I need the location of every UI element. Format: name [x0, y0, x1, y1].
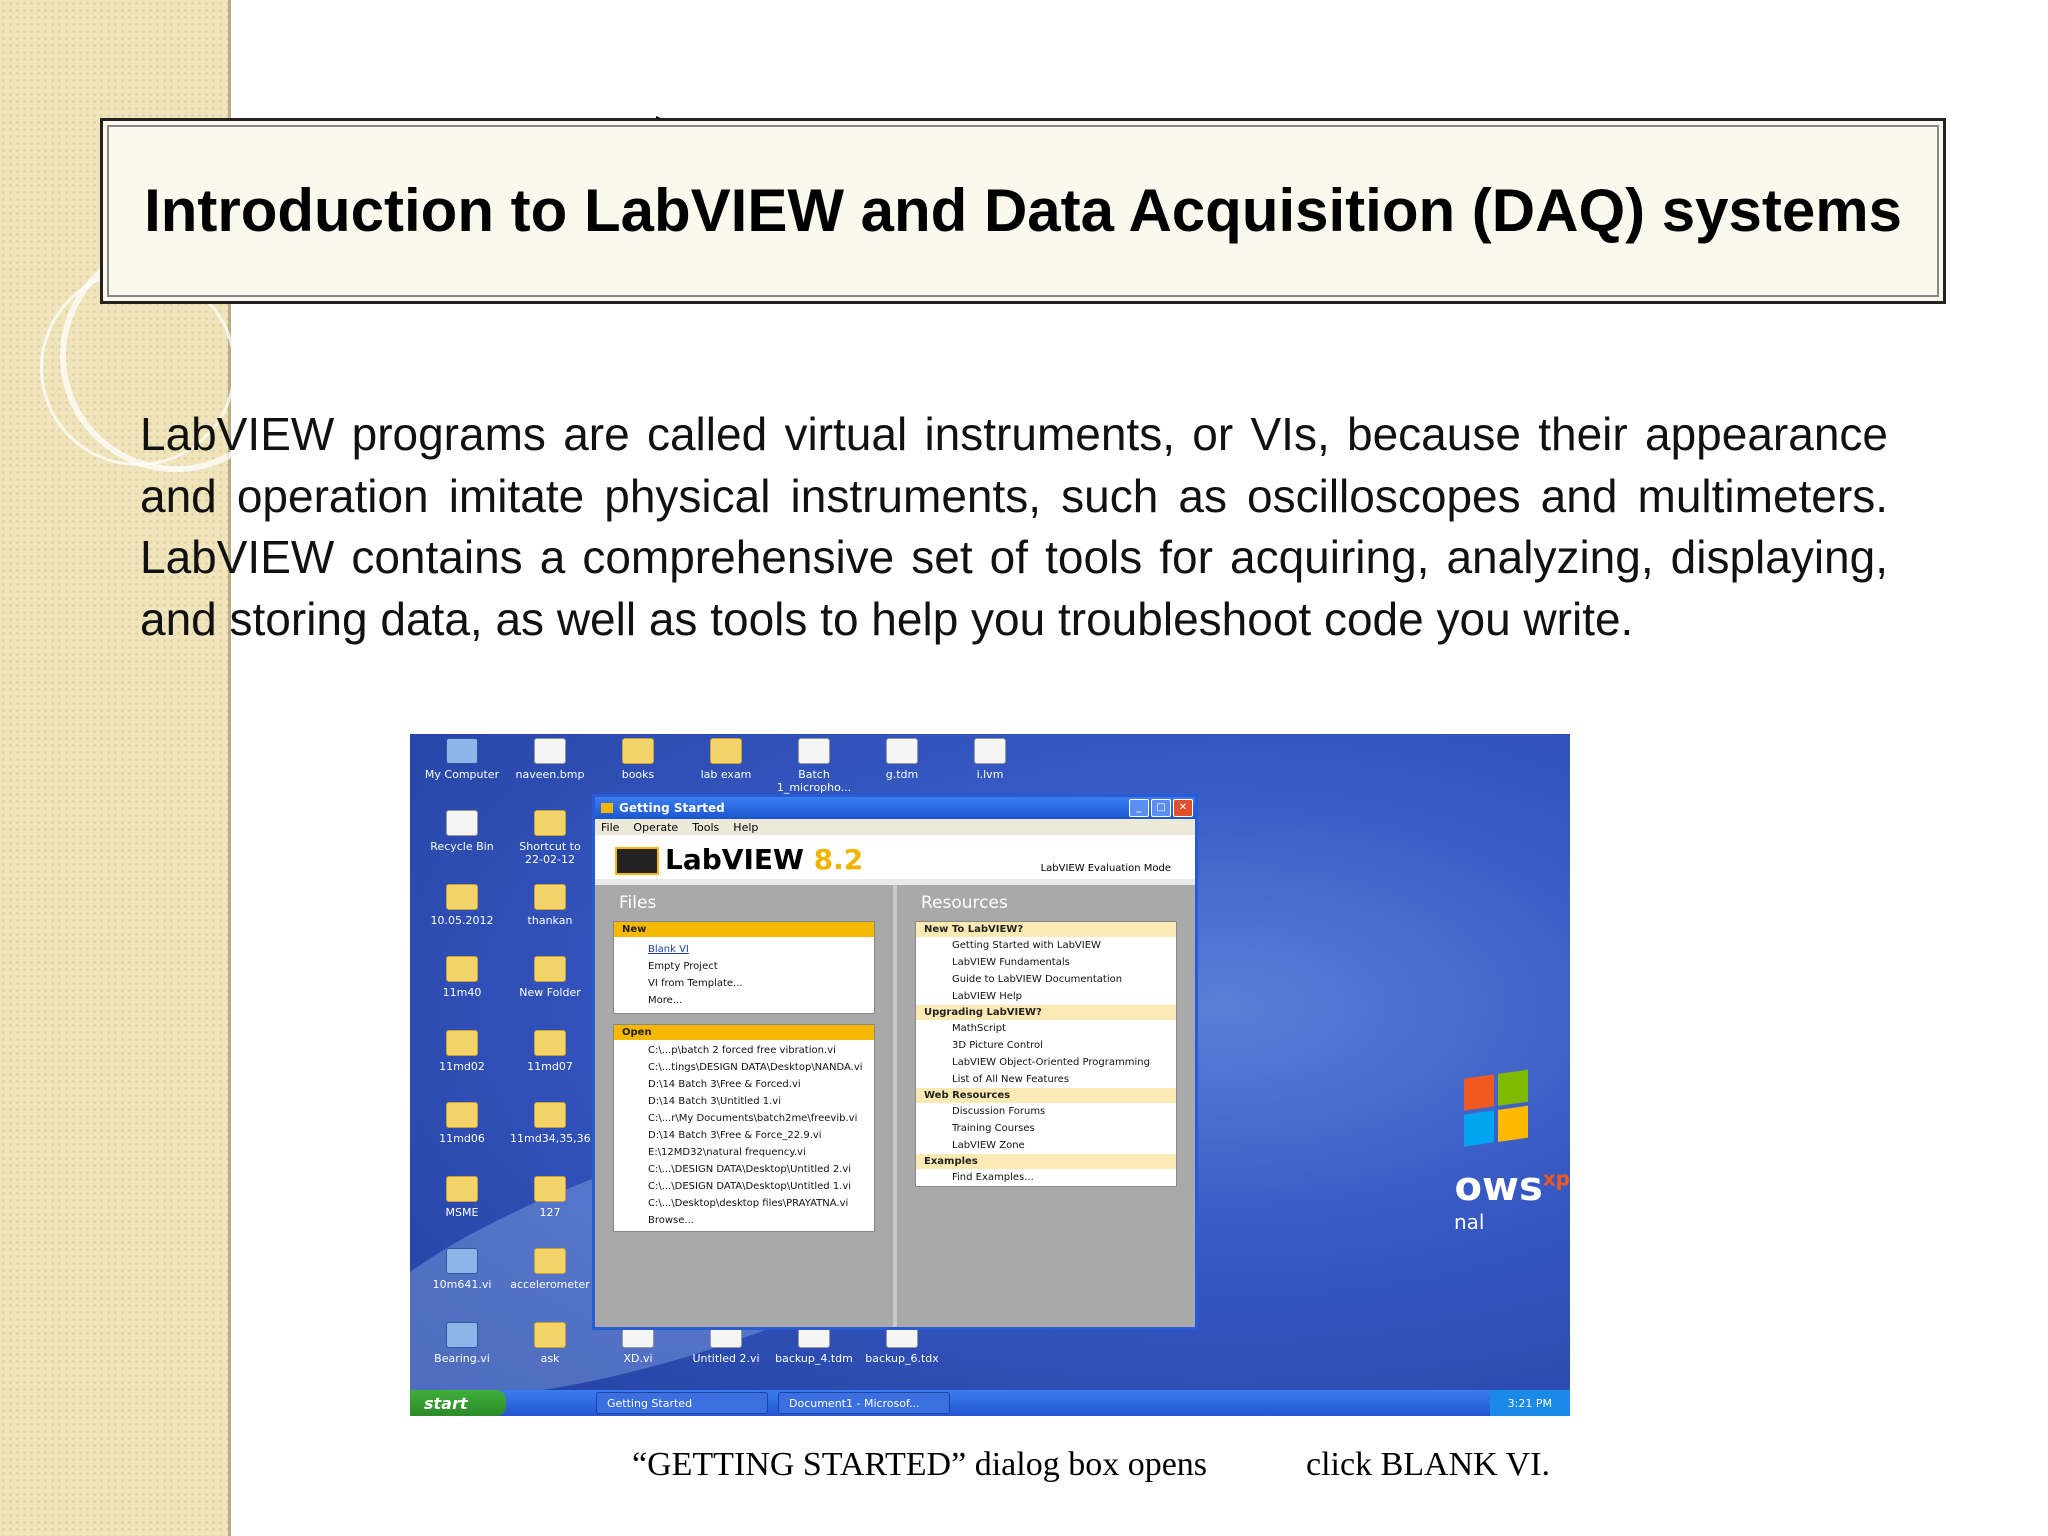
recent-file-item[interactable]: E:\12MD32\natural frequency.vi: [648, 1147, 806, 1158]
recent-file-item[interactable]: D:\14 Batch 3\Untitled 1.vi: [648, 1096, 781, 1107]
labview-logo-icon: [615, 847, 659, 875]
desktop-icon-label: lab exam: [700, 768, 752, 781]
desktop-icon[interactable]: [422, 1176, 502, 1219]
folder-icon: [534, 1102, 566, 1128]
desktop-icon-label: MSME: [445, 1206, 479, 1219]
blank-vi-link[interactable]: Blank VI: [648, 944, 689, 955]
minimize-button[interactable]: _: [1129, 799, 1149, 817]
folder-icon: [534, 884, 566, 910]
taskbar-getting-started[interactable]: Getting Started: [596, 1392, 768, 1414]
evaluation-mode-label: LabVIEW Evaluation Mode: [1040, 863, 1171, 874]
labview-logo: [615, 843, 863, 876]
resource-link[interactable]: List of All New Features: [952, 1074, 1070, 1085]
caption-right: click BLANK VI.: [1306, 1446, 1550, 1483]
desktop-icon-label: 10.05.2012: [430, 914, 494, 927]
recent-file-item[interactable]: D:\14 Batch 3\Free & Forced.vi: [648, 1079, 801, 1090]
taskbar-document1[interactable]: Document1 - Microsof...: [778, 1392, 950, 1414]
recent-file-item[interactable]: C:\...r\My Documents\batch2me\freevib.vi: [648, 1113, 858, 1124]
desktop-icon-label: accelerometer: [510, 1278, 590, 1291]
desktop-icon-label: Shortcut to 22-02-12: [519, 840, 581, 866]
desktop-icon[interactable]: [510, 1176, 590, 1219]
resource-section-heading: New To LabVIEW?: [916, 922, 1176, 937]
menu-bar: [595, 819, 1195, 835]
desktop-icon-label: naveen.bmp: [515, 768, 585, 781]
desktop-icon-label: thankan: [527, 914, 573, 927]
desktop-icon[interactable]: [510, 810, 590, 866]
maximize-button[interactable]: □: [1151, 799, 1171, 817]
folder-icon: [534, 810, 566, 836]
menu-operate[interactable]: Operate: [633, 820, 679, 834]
desktop-icon-label: i.lvm: [976, 768, 1004, 781]
open-box: [613, 1024, 875, 1232]
desktop-icon-label: ask: [540, 1352, 560, 1365]
resource-link[interactable]: Find Examples...: [952, 1172, 1034, 1183]
labview-small-icon: [601, 803, 613, 813]
resource-section-heading: Examples: [916, 1154, 1176, 1169]
folder-icon: [534, 1176, 566, 1202]
desktop-icon-label: Batch 1_micropho...: [776, 768, 852, 794]
desktop-icon-label: 11md34,35,36: [510, 1132, 591, 1145]
windows-xp-logo: [1450, 1114, 1570, 1234]
getting-started-window[interactable]: [592, 794, 1198, 1330]
desktop-icon-label: 11md06: [439, 1132, 485, 1145]
folder-icon: [534, 956, 566, 982]
desktop-icon-label: XD.vi: [623, 1352, 653, 1365]
folder-icon: [534, 1248, 566, 1274]
files-pane: [595, 885, 897, 1327]
desktop-icon-label: Recycle Bin: [430, 840, 494, 853]
folder-icon: [446, 884, 478, 910]
xp-sub: nal: [1454, 1210, 1485, 1234]
desktop-icon-label: My Computer: [424, 768, 500, 781]
file-icon: [446, 810, 478, 836]
resource-section-heading: Upgrading LabVIEW?: [916, 1005, 1176, 1020]
logo-version: 8.2: [813, 843, 864, 876]
resource-link[interactable]: Getting Started with LabVIEW: [952, 940, 1101, 951]
folder-icon: [534, 1030, 566, 1056]
new-item[interactable]: Empty Project: [648, 961, 718, 972]
desktop-icon-label: g.tdm: [885, 768, 919, 781]
folder-icon: [622, 738, 654, 764]
new-item[interactable]: VI from Template...: [648, 978, 743, 989]
desktop-icon[interactable]: [422, 1248, 502, 1291]
xp-wordmark: [1450, 1164, 1570, 1210]
xp-text: ows: [1454, 1164, 1543, 1210]
file-icon: [886, 738, 918, 764]
window-title: Getting Started: [619, 801, 725, 815]
desktop-icon[interactable]: [774, 738, 854, 794]
file-icon: [798, 738, 830, 764]
desktop-icon[interactable]: [422, 956, 502, 999]
folder-icon: [446, 1102, 478, 1128]
desktop-icon[interactable]: [510, 1322, 590, 1365]
resource-link[interactable]: 3D Picture Control: [952, 1040, 1043, 1051]
new-heading: New: [614, 922, 874, 937]
desktop-icon[interactable]: [510, 1030, 590, 1073]
resource-link[interactable]: LabVIEW Object-Oriented Programming: [952, 1057, 1150, 1068]
recent-file-item[interactable]: C:\...\Desktop\desktop files\PRAYATNA.vi: [648, 1198, 849, 1209]
desktop-icon[interactable]: [422, 884, 502, 927]
logo-text: LabVIEW: [665, 843, 804, 876]
resource-link[interactable]: Training Courses: [952, 1123, 1035, 1134]
folder-icon: [710, 738, 742, 764]
resource-link[interactable]: MathScript: [952, 1023, 1007, 1034]
desktop-icon[interactable]: [598, 738, 678, 781]
open-heading: Open: [614, 1025, 874, 1040]
files-heading: Files: [619, 893, 657, 913]
desktop-icon-label: books: [621, 768, 655, 781]
desktop-icon-label: 10m641.vi: [432, 1278, 492, 1291]
resources-box: [915, 921, 1177, 1187]
new-box: [613, 921, 875, 1014]
windows-flag-icon: [1464, 1069, 1530, 1148]
resources-heading: Resources: [921, 893, 1008, 913]
body-paragraph: LabVIEW programs are called virtual instruments, or VIs, because their appearance and operation imitate physical instruments, such as oscilloscopes and multimeters. LabVIEW contains a comprehensive set of tools for acquiring, analyzing, displaying, and storing data, as well as tools to help you troubleshoot code you write.: [140, 408, 1888, 645]
xp-sup: xp: [1542, 1166, 1570, 1191]
desktop-icon-label: 11md02: [439, 1060, 485, 1073]
new-item[interactable]: More...: [648, 995, 683, 1006]
desktop-icon-label: backup_6.tdx: [865, 1352, 939, 1365]
start-button[interactable]: [410, 1390, 506, 1416]
title-box: [100, 118, 1946, 304]
close-button[interactable]: ✕: [1173, 799, 1193, 817]
resource-section-heading: Web Resources: [916, 1088, 1176, 1103]
slide-title: Introduction to LabVIEW and Data Acquisition (DAQ) systems: [144, 177, 1902, 244]
desktop-icon[interactable]: [510, 1248, 590, 1291]
taskbar: [410, 1390, 1570, 1416]
recent-file-item[interactable]: C:\...tings\DESIGN DATA\Desktop\NANDA.vi: [648, 1062, 863, 1073]
resource-link[interactable]: LabVIEW Help: [952, 991, 1023, 1002]
file-icon: [534, 738, 566, 764]
folder-icon: [534, 1322, 566, 1348]
menu-file[interactable]: File: [601, 820, 620, 834]
desktop-icon-label: 127: [539, 1206, 561, 1219]
brand-banner: [595, 835, 1195, 879]
desktop-icon-label: 11m40: [442, 986, 482, 999]
recent-file-item[interactable]: C:\...p\batch 2 forced free vibration.vi: [648, 1045, 836, 1056]
resources-pane: [897, 885, 1195, 1327]
window-titlebar[interactable]: [595, 797, 1195, 819]
recent-file-item[interactable]: Browse...: [648, 1215, 694, 1226]
desktop-icon-label: 11md07: [527, 1060, 573, 1073]
resource-link[interactable]: Discussion Forums: [952, 1106, 1046, 1117]
desktop-icon-label: Bearing.vi: [434, 1352, 490, 1365]
pc-icon: [446, 1248, 478, 1274]
caption-left: “GETTING STARTED” dialog box opens: [632, 1446, 1208, 1483]
desktop-icon[interactable]: [950, 738, 1030, 781]
folder-icon: [446, 1176, 478, 1202]
desktop-icon[interactable]: [422, 738, 502, 781]
desktop-icon[interactable]: [510, 738, 590, 781]
resource-link[interactable]: LabVIEW Zone: [952, 1140, 1025, 1151]
recent-file-item[interactable]: C:\...\DESIGN DATA\Desktop\Untitled 2.vi: [648, 1164, 852, 1175]
desktop-icon[interactable]: [422, 1322, 502, 1365]
desktop-icon[interactable]: [510, 884, 590, 927]
desktop-icon-label: backup_4.tdm: [775, 1352, 853, 1365]
desktop-icon[interactable]: [862, 738, 942, 781]
start-label: start: [424, 1393, 468, 1413]
labview-screenshot: [410, 734, 1570, 1416]
folder-icon: [446, 956, 478, 982]
resource-link[interactable]: LabVIEW Fundamentals: [952, 957, 1070, 968]
desktop-icon[interactable]: [422, 1102, 502, 1145]
recent-file-item[interactable]: D:\14 Batch 3\Free & Force_22.9.vi: [648, 1130, 822, 1141]
desktop-icon[interactable]: [422, 1030, 502, 1073]
pc-icon: [446, 738, 478, 764]
system-tray: [1490, 1390, 1570, 1416]
resource-link[interactable]: Guide to LabVIEW Documentation: [952, 974, 1123, 985]
desktop-icon[interactable]: [686, 738, 766, 781]
desktop-icon-label: Untitled 2.vi: [692, 1352, 760, 1365]
desktop-icon[interactable]: [422, 810, 502, 853]
pc-icon: [446, 1322, 478, 1348]
menu-help[interactable]: Help: [733, 820, 759, 834]
clock: 3:21 PM: [1507, 1396, 1552, 1410]
desktop-icon-label: New Folder: [519, 986, 581, 999]
desktop-icon[interactable]: [510, 956, 590, 999]
file-icon: [974, 738, 1006, 764]
menu-tools[interactable]: Tools: [692, 820, 720, 834]
folder-icon: [446, 1030, 478, 1056]
recent-file-item[interactable]: C:\...\DESIGN DATA\Desktop\Untitled 1.vi: [648, 1181, 852, 1192]
desktop-icon[interactable]: [510, 1102, 590, 1145]
